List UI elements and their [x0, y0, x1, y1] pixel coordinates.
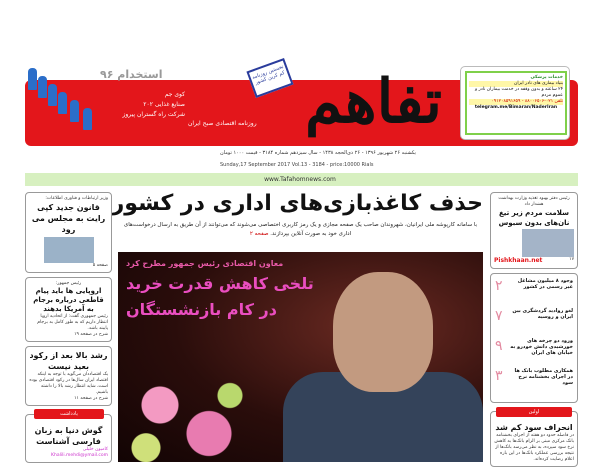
ad-content — [465, 71, 567, 135]
page-ref: صفحه ۲ — [249, 231, 269, 237]
page-ref: شرح در صفحه ۱۱ — [74, 396, 108, 401]
medical-ad[interactable] — [460, 66, 570, 140]
ad-telegram: telegram.me/Bimaran/NaderIran — [474, 105, 558, 110]
index-item[interactable] — [495, 278, 573, 306]
story-title: قانون جدید کپی رایت به مجلس می رود — [31, 203, 106, 234]
story-europe-jcpoa[interactable] — [25, 277, 112, 342]
photo-title: در کام بازنشستگان — [126, 300, 277, 319]
story-photo — [522, 229, 574, 257]
index-text: همکاری مطلوب بانک ها در اجرای بخشنامه نرخ سود — [514, 368, 573, 386]
person-icon — [28, 68, 37, 90]
index-page: ۹ — [495, 338, 503, 354]
page-ref: ۱۷ — [569, 257, 574, 262]
story-growth[interactable] — [25, 346, 112, 406]
flowers — [118, 367, 258, 462]
index-text: لغو روادید گردشگری بین ایران و روسیه — [512, 308, 573, 320]
watermark: Pishkhaan.net — [494, 257, 543, 264]
index-page: ۲ — [495, 278, 503, 294]
section-tab: یادداشت — [34, 409, 104, 419]
index-item[interactable] — [495, 338, 573, 366]
stamp: نخستین روزنامه کم کربن کشور — [246, 58, 293, 98]
newspaper-logo: تفاهم — [305, 67, 442, 137]
ad-line: کوی جم — [164, 91, 185, 98]
minister-photo — [44, 237, 94, 263]
story-kicker: رئیس دفتر بهبود تغذیه وزارت بهداشت هشدار داد — [498, 196, 570, 207]
speaker-face — [333, 272, 433, 392]
story-body: در فاصله حدود دو هفته از اجرای بخشنامه بانک مرکزی مبنی بر الزام بانک‌ها به کاهش نرخ سود سپرده، به نظر می‌رسد بانک‌ها از نتیجه بررسی عملکرد بانک‌ها در این باره اعلام رضایت کرده‌اند. — [494, 433, 574, 462]
author: کامیون خلیلی — [82, 447, 108, 452]
date-persian: یکشنبه ۲۶ شهریور ۱۳۹۶ - ۲۶ ذی‌الحجه ۱۴۳۸ - سال سیزدهم شماره ۳۱۸۴ - قیمت ۱۰۰۰ تومان — [220, 150, 416, 156]
story-copyright-law[interactable] — [25, 192, 112, 273]
photo-title: تلخی کاهش قدرت خرید — [126, 274, 314, 293]
ad-line: صنایع غذایی ۲۰۲ — [143, 101, 185, 108]
story-index — [490, 273, 578, 403]
story-title: رشد بالا بعد از رکود بعید نیست — [29, 351, 108, 371]
index-text: وجود ۸ میلیون مشاغل غیر رسمی در کشور — [517, 278, 573, 290]
person-icon — [58, 92, 67, 114]
index-page: ۳ — [495, 368, 503, 384]
story-title: سلامت مردم زیر تیغ نان‌های بدون سبوس — [498, 209, 570, 227]
lead-photo[interactable] — [118, 252, 483, 462]
index-item[interactable] — [495, 308, 573, 336]
photo-kicker: معاون اقتصادی رئیس جمهور مطرح کرد — [126, 259, 284, 268]
author-email[interactable]: Khalili.mehdi@ymail.com — [51, 453, 108, 458]
lede-text: با سامانه کارپوشه ملی ایرانیان، شهروندان صاحب یک صفحه مجازی و یک رمز کاربری اختصاصی می‌شوند که می‌توانند از آن طریق به ارسال درخواست‌های اداری خود به صورت آنلاین بپردازند. — [123, 222, 478, 237]
ad-org: بنیاد بیماری های نادر ایران — [469, 81, 563, 87]
story-body: رئیس جمهوری گفت: از اتحادیه اروپا انتظار داریم که به طور کامل به برجام پایبند باشد. — [37, 314, 108, 331]
story-bread-health[interactable] — [490, 192, 578, 269]
story-note[interactable] — [25, 411, 112, 463]
ad-title: استخدام ۹۶ — [100, 68, 163, 81]
ad-line: ۲۴ ساعته و بدون وقفه در خدمت بیماران نادر و عموم مردم — [474, 87, 563, 98]
page-ref: شرح در صفحه ۱۹ — [74, 332, 108, 337]
tagline: روزنامه اقتصادی صبح ایران — [188, 120, 257, 127]
main-lede — [118, 221, 483, 239]
person-icon — [70, 100, 79, 122]
recruitment-ad[interactable] — [28, 68, 98, 143]
story-kicker: وزیر ارتباطات و فناوری اطلاعات: — [45, 196, 108, 201]
story-body: یک اقتصاددان می‌گوید با توجه به اینکه اقتصاد ایران سال‌ها در رکود اقتصادی بوده است، شاید انتظار رشد بالا را داشته باشیم. — [29, 372, 108, 395]
person-icon — [48, 84, 57, 106]
index-item[interactable] — [495, 368, 573, 396]
story-title: گوش دنیا به زبان فارسی آشناست — [34, 426, 103, 446]
left-column — [25, 192, 112, 463]
index-page: ۷ — [495, 308, 503, 324]
page-ref: صفحه ۵ — [92, 263, 108, 268]
ad-phone: تلفن ۰۲۱-۸۸۰۰۶۵۰۶ - ۰۹۱۲۰۸۵۹۱۶۵۹ — [469, 99, 563, 105]
ad-line: شرکت راه گستران پیروز — [122, 111, 185, 118]
main-headline[interactable]: حذف کاغذبازی‌های اداری در کشور — [111, 191, 483, 216]
right-column — [490, 192, 578, 467]
index-text: ورود دو چرخه های خورشیدی دانش خودرو به خیابان های ایران — [510, 338, 573, 356]
story-kicker: رئیس جمهور: — [55, 281, 82, 286]
ad-text — [100, 90, 185, 120]
person-icon — [83, 108, 92, 130]
person-icon — [38, 76, 47, 98]
story-bank-interest[interactable] — [490, 411, 578, 467]
ad-title: خدمات پزشکی — [530, 75, 563, 80]
story-title: انحراف سود کم شد — [495, 423, 573, 432]
date-english: Sunday,17 September 2017 Vol.13 - 3184 - price:10000 Rials — [220, 162, 374, 168]
website-link[interactable]: www.Tafahomnews.com — [264, 176, 336, 183]
story-title: اروپایی ها باید پیام قاطعی درباره برجام به آمریکا بدهند — [33, 287, 104, 313]
section-tab: اولین — [496, 407, 572, 417]
